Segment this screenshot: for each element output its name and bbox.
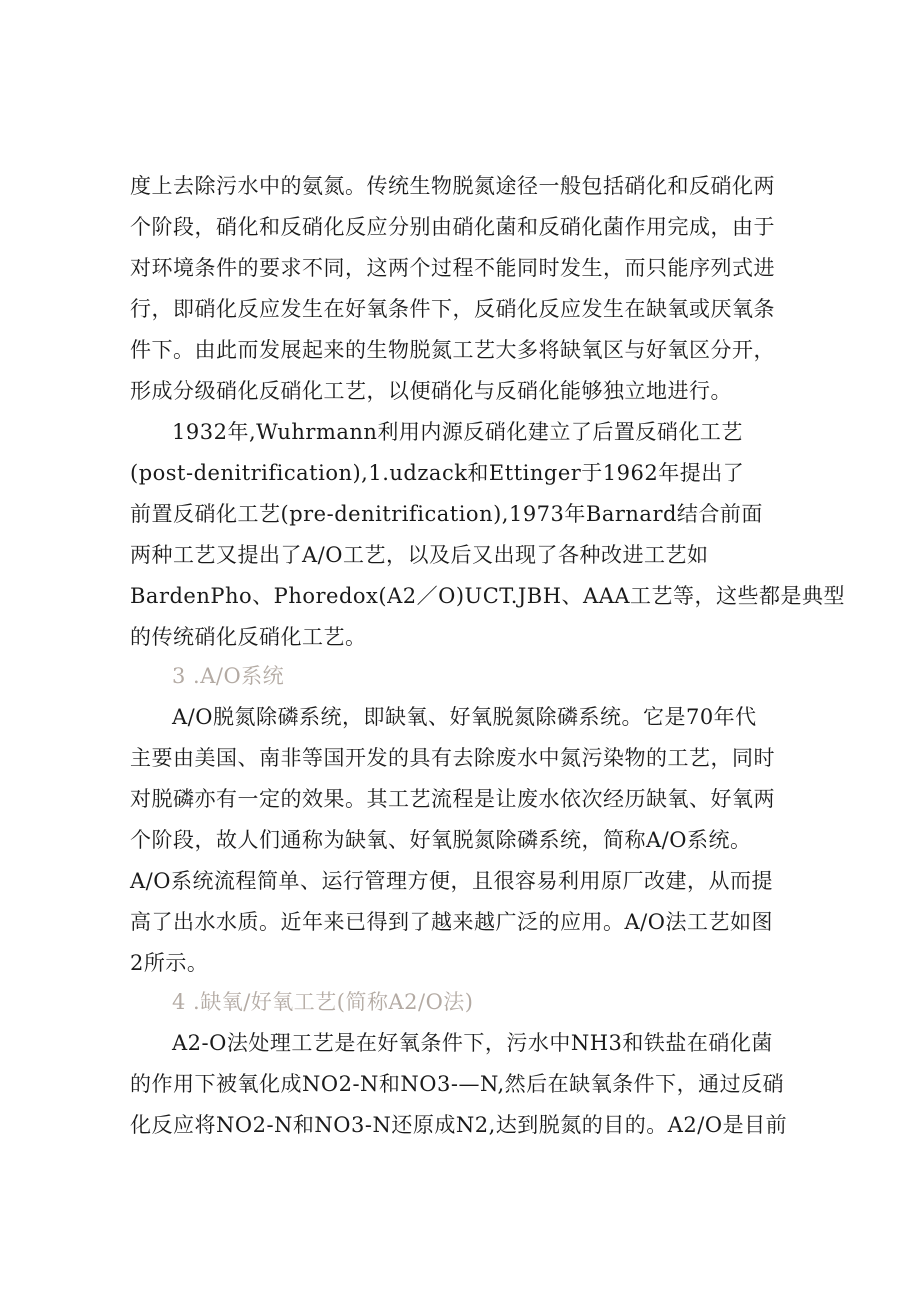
body-line: 形成分级硝化反硝化工艺，以便硝化与反硝化能够独立地进行。 xyxy=(130,379,732,403)
paragraph-start-line: A2-O法处理工艺是在好氧条件下，污水中NH3和铁盐在硝化菌 xyxy=(172,1031,773,1055)
body-line: 的传统硝化反硝化工艺。 xyxy=(130,625,367,649)
body-line: 件下。由此而发展起来的生物脱氮工艺大多将缺氧区与好氧区分开， xyxy=(130,338,775,362)
body-line: 主要由美国、南非等国开发的具有去除废水中氮污染物的工艺，同时 xyxy=(130,746,775,770)
body-line: 两种工艺又提出了A/O工艺，以及后又出现了各种改进工艺如 xyxy=(130,543,709,567)
paragraph-start-line: 1932年,Wuhrmann利用内源反硝化建立了后置反硝化工艺 xyxy=(172,420,743,444)
body-line: 前置反硝化工艺(pre-denitrification),1973年Barnard结合前面 xyxy=(130,502,763,526)
body-line: 2所示。 xyxy=(130,951,209,975)
body-line: 行，即硝化反应发生在好氧条件下，反硝化反应发生在缺氧或厌氧条 xyxy=(130,297,775,321)
body-line: 的作用下被氧化成NO2-N和NO3-—N,然后在缺氧条件下，通过反硝 xyxy=(130,1072,785,1096)
body-line: (post-denitrification),1.udzack和Ettinger于1962年提出了 xyxy=(130,461,745,485)
body-line: 个阶段，硝化和反硝化反应分别由硝化菌和反硝化菌作用完成，由于 xyxy=(130,215,775,239)
paragraph-start-line: A/O脱氮除磷系统，即缺氧、好氧脱氮除磷系统。它是70年代 xyxy=(172,705,757,729)
body-line: 高了出水水质。近年来已得到了越来越广泛的应用。A/O法工艺如图 xyxy=(130,910,773,934)
body-line: 对脱磷亦有一定的效果。其工艺流程是让废水依次经历缺氧、好氧两 xyxy=(130,787,775,811)
body-line: 个阶段，故人们通称为缺氧、好氧脱氮除磷系统，简称A/O系统。 xyxy=(130,828,752,852)
body-line: A/O系统流程简单、运行管理方便，且很容易利用原厂改建，从而提 xyxy=(130,869,773,893)
body-line: 度上去除污水中的氨氮。传统生物脱氮途径一般包括硝化和反硝化两 xyxy=(130,174,775,198)
section-heading-3: 3 .A/O系统 xyxy=(172,664,285,688)
body-line: 化反应将NO2-N和NO3-N还原成N2,达到脱氮的目的。A2/O是目前 xyxy=(130,1113,788,1137)
body-line: BardenPho、Phoredox(A2／O)UCT.JBH、AAA工艺等，这些都是典型 xyxy=(130,584,846,608)
section-heading-4: 4 .缺氧/好氧工艺(简称A2/O法) xyxy=(172,990,474,1014)
body-line: 对环境条件的要求不同，这两个过程不能同时发生，而只能序列式进 xyxy=(130,256,775,280)
